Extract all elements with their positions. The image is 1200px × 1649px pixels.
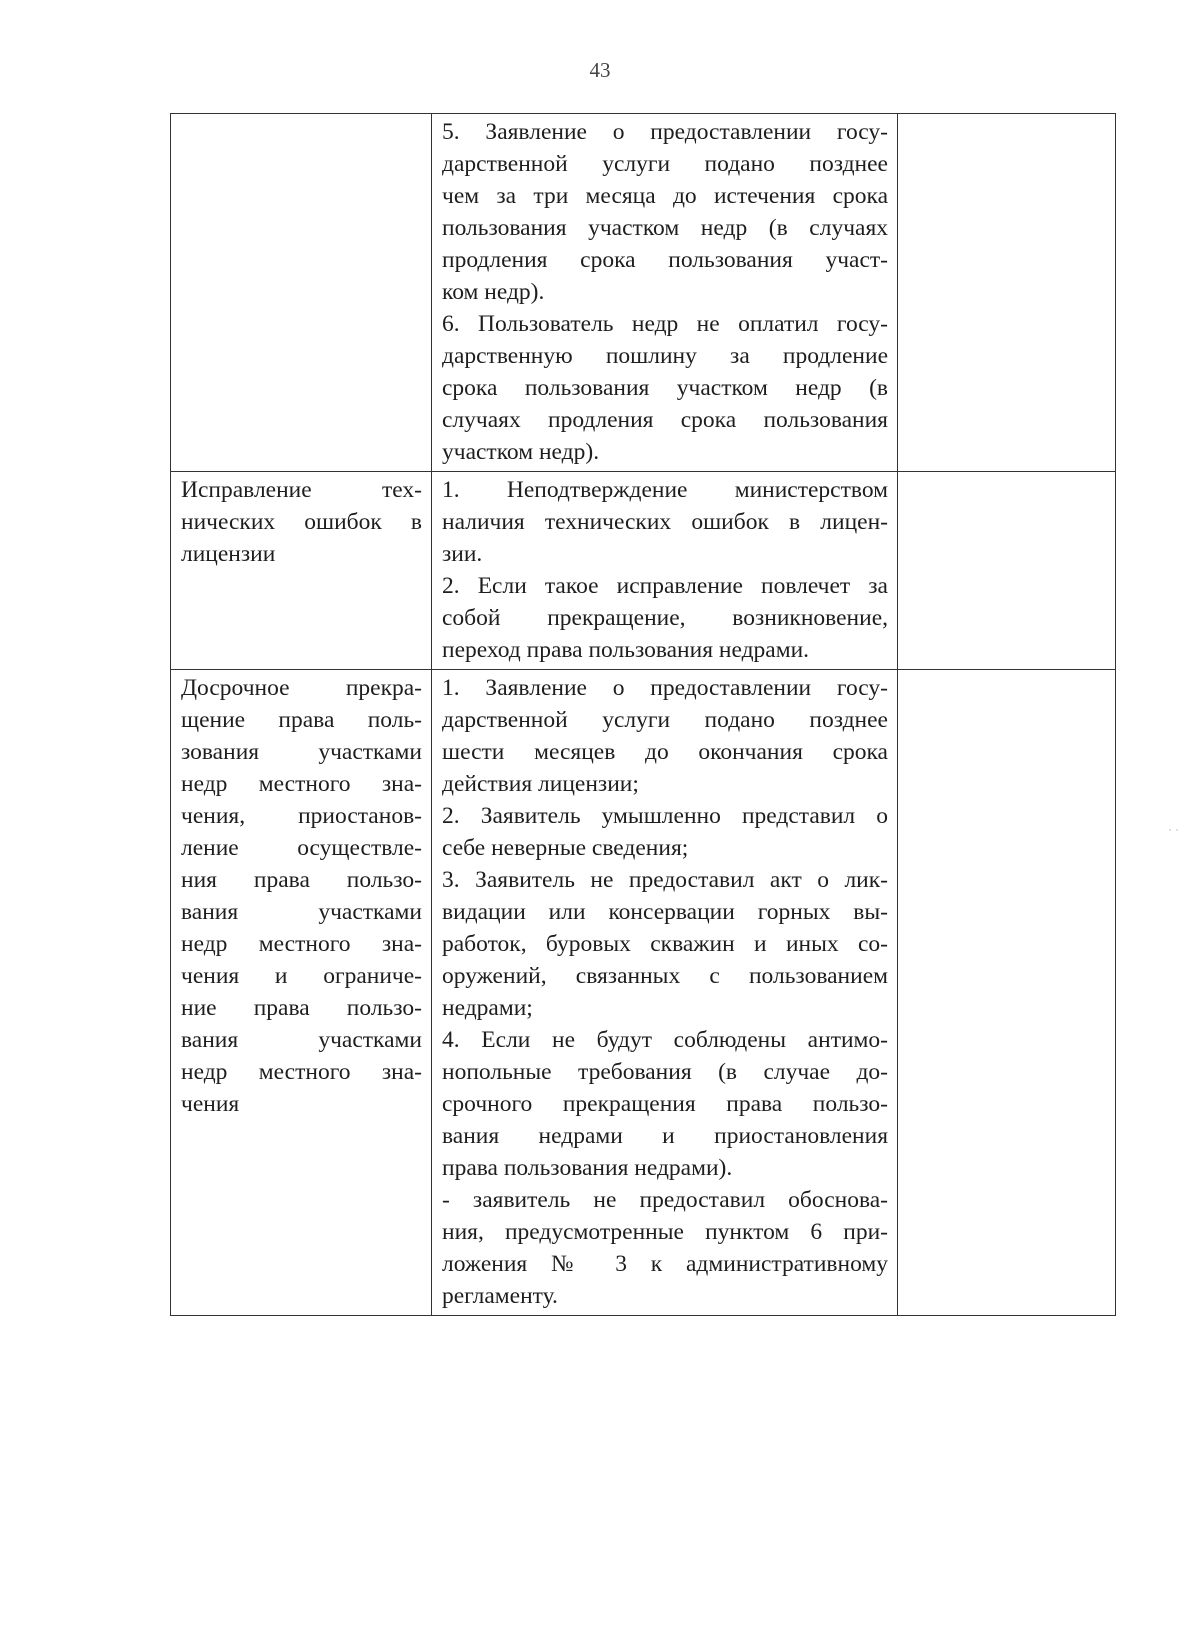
scan-speck: ˙ ˙ [1168,826,1179,840]
text-line: ком недр). [442,279,545,305]
text-line: случаях продления срока пользования [442,407,888,433]
text-line: участком недр). [442,439,600,465]
text-line: ление осуществле- [181,835,422,861]
text-line: дарственную пошлину за продление [442,343,888,369]
text-line: срока пользования участком недр (в [442,375,888,401]
table-row [171,670,1116,1316]
text-line: нических ошибок в [181,509,422,535]
document-table [170,113,1116,1316]
text-line: наличия технических ошибок в лицен- [442,509,888,535]
table-cell-grounds [432,670,898,1316]
text-line: работок, буровых скважин и иных со- [442,931,888,957]
page-number: 43 [589,58,611,82]
text-line: дарственной услуги подано позднее [442,707,888,733]
table-cell-empty [898,670,1116,1316]
text-line: 1. Заявление о предоставлении госу- [442,675,888,701]
text-line: оружений, связанных с пользованием [442,963,888,989]
text-line: Исправление тех- [181,477,422,503]
table-row [171,472,1116,670]
text-line: вания участками [181,899,422,925]
text-line: пользования участком недр (в случаях [442,215,888,241]
text-line: права пользования недрами). [442,1155,733,1181]
text-line: Досрочное прекра- [181,675,422,701]
text-line: зования участками [181,739,422,765]
text-line: недрами; [442,995,533,1021]
text-line: себе неверные сведения; [442,835,689,861]
text-line: вания участками [181,1027,422,1053]
text-line: переход права пользования недрами. [442,637,810,663]
table-cell-empty [898,114,1116,472]
table-cell-service [171,472,432,670]
text-line: 3. Заявитель не предоставил акт о лик- [442,867,888,893]
text-line: 4. Если не будут соблюдены антимо- [442,1027,888,1053]
table-row [171,114,1116,472]
text-line: чения [181,1091,240,1117]
table-cell-grounds [432,114,898,472]
table-cell-empty [898,472,1116,670]
table-body [171,114,1116,1316]
text-line: ложения № 3 к административному [442,1251,888,1277]
text-line: зии. [442,541,483,567]
text-line: собой прекращение, возникновение, [442,605,888,631]
text-line: щение права поль- [181,707,422,733]
table-cell-service [171,114,432,472]
text-line: 2. Заявитель умышленно представил о [442,803,888,829]
text-line: недр местного зна- [181,771,422,797]
text-line: чения и ограниче- [181,963,422,989]
table-cell-service [171,670,432,1316]
text-line: шести месяцев до окончания срока [442,739,888,765]
text-line: ния права пользо- [181,867,422,893]
text-line: 2. Если такое исправление повлечет за [442,573,888,599]
text-line: регламенту. [442,1283,558,1309]
text-line: недр местного зна- [181,1059,422,1085]
text-line: лицензии [181,541,276,567]
table-cell-grounds [432,472,898,670]
text-line: 5. Заявление о предоставлении госу- [442,119,888,145]
text-line: чем за три месяца до истечения срока [442,183,888,209]
text-line: действия лицензии; [442,771,639,797]
text-line: - заявитель не предоставил обоснова- [442,1187,888,1213]
text-line: 1. Неподтверждение министерством [442,477,888,503]
text-line: дарственной услуги подано позднее [442,151,888,177]
text-line: продления срока пользования участ- [442,247,888,273]
text-line: недр местного зна- [181,931,422,957]
text-line: ния, предусмотренные пунктом 6 при- [442,1219,888,1245]
text-line: 6. Пользователь недр не оплатил госу- [442,311,888,337]
text-line: срочного прекращения права пользо- [442,1091,888,1117]
text-line: вания недрами и приостановления [442,1123,888,1149]
text-line: чения, приостанов- [181,803,422,829]
text-line: нопольные требования (в случае до- [442,1059,888,1085]
text-line: ние права пользо- [181,995,422,1021]
text-line: видации или консервации горных вы- [442,899,888,925]
